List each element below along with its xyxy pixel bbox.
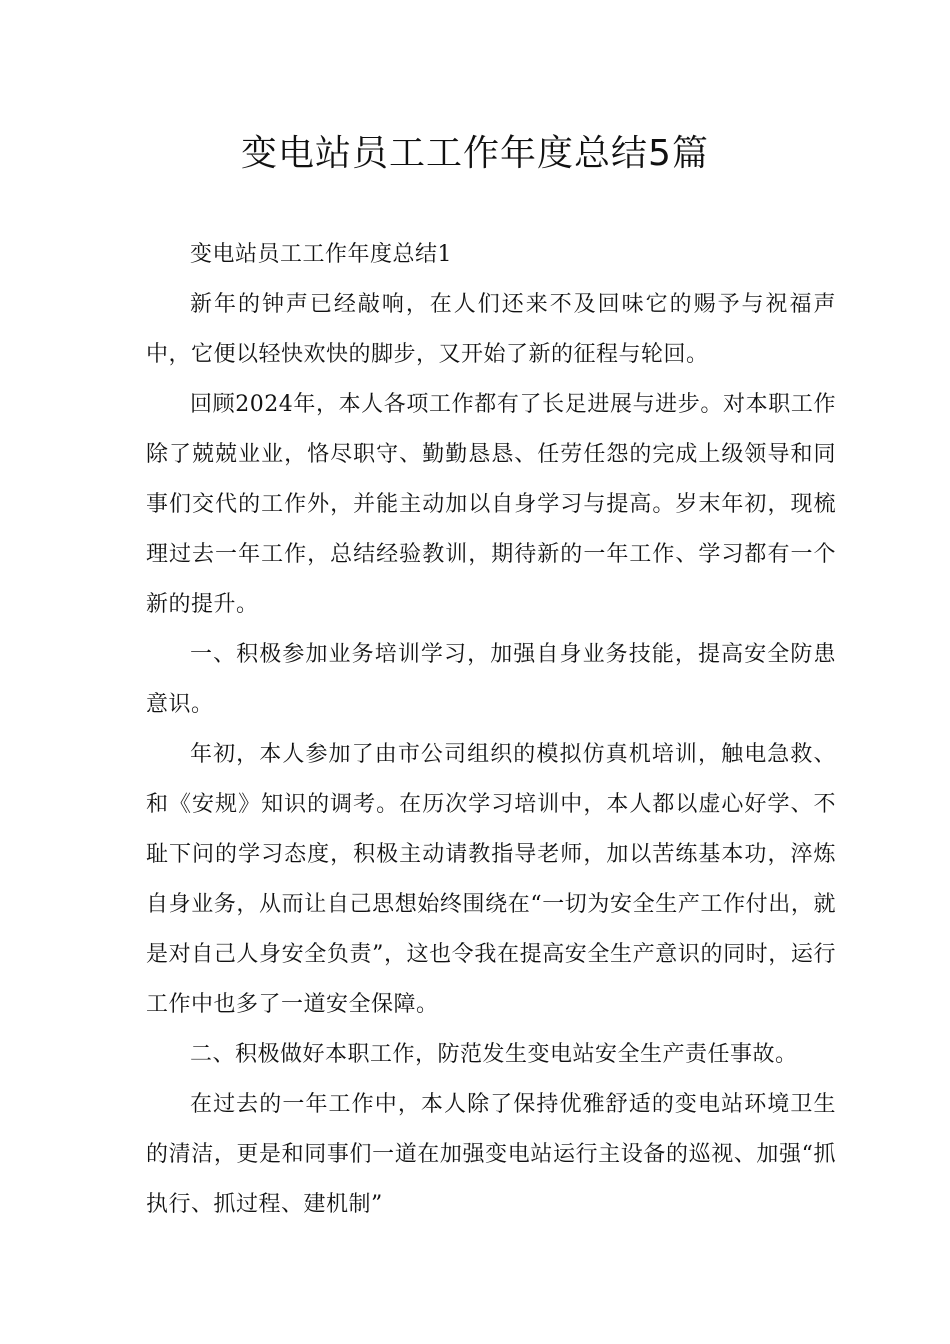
- document-body: [146, 230, 836, 1230]
- section-heading: 二、积极做好本职工作，防范发生变电站安全生产责任事故。: [190, 1042, 798, 1067]
- paragraph: 回顾2024年，本人各项工作都有了长足进展与进步。对本职工作除了兢兢业业，恪尽职守、勤勤恳恳、任劳任怨的完成上级领导和同事们交代的工作外，并能主动加以自身学习与提高。岁末年初，现梳理过去一年工作，总结经验教训，期待新的一年工作、学习都有一个新的提升。: [146, 392, 836, 617]
- document-title: 变电站员工工作年度总结5篇: [241, 133, 709, 174]
- paragraph: 新年的钟声已经敲响，在人们还来不及回味它的赐予与祝福声中，它便以轻快欢快的脚步，又开始了新的征程与轮回。: [146, 292, 836, 367]
- paragraph: 在过去的一年工作中，本人除了保持优雅舒适的变电站环境卫生的清洁，更是和同事们一道在加强变电站运行主设备的巡视、加强“抓执行、抓过程、建机制”: [146, 1092, 836, 1217]
- section-subtitle: 变电站员工工作年度总结1: [190, 242, 452, 267]
- paragraph: 年初，本人参加了由市公司组织的模拟仿真机培训，触电急救、和《安规》知识的调考。在历次学习培训中，本人都以虚心好学、不耻下问的学习态度，积极主动请教指导老师，加以苦练基本功，淬炼自身业务，从而让自己思想始终围绕在“一切为安全生产工作付出，就是对自己人身安全负责”，这也令我在提高安全生产意识的同时，运行工作中也多了一道安全保障。: [146, 742, 836, 1017]
- section-heading: 一、积极参加业务培训学习，加强自身业务技能，提高安全防患意识。: [146, 642, 836, 717]
